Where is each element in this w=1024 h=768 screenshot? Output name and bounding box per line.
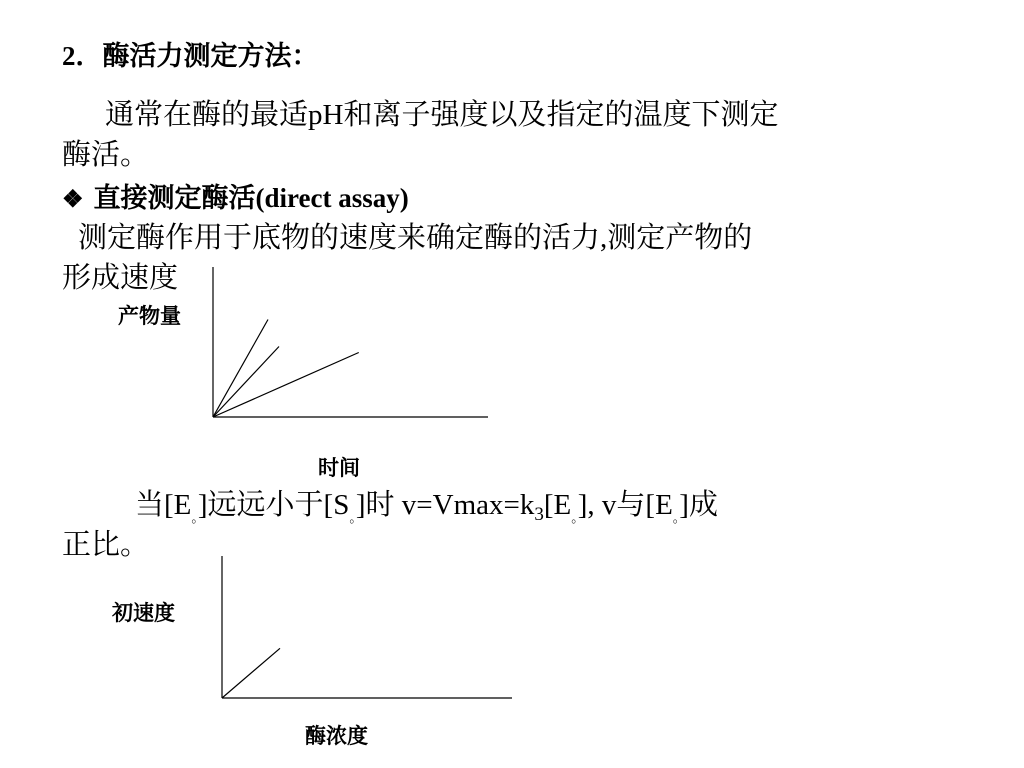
paragraph-3-line-2: 正比。 bbox=[62, 529, 150, 561]
chart1-series-line-2 bbox=[213, 347, 279, 418]
chart1-series-line-1 bbox=[213, 320, 268, 418]
chart1-series-line-3 bbox=[213, 353, 359, 418]
p3-seg5: ], v与[E bbox=[577, 489, 673, 521]
chart2-x-axis-label: 酶浓度 bbox=[305, 724, 368, 748]
paragraph-2-line-1: 测定酶作用于底物的速度来确定酶的活力,测定产物的 bbox=[78, 222, 753, 254]
p3-seg4: [E bbox=[543, 489, 572, 521]
chart1-x-axis-label: 时间 bbox=[318, 456, 360, 480]
paragraph-2-line-2: 形成速度 bbox=[62, 262, 179, 294]
p3-seg3: ]时 v=Vmax=k bbox=[355, 489, 535, 521]
p3-seg2: ]远远小于[S bbox=[197, 489, 350, 521]
p3-zero-mark-1: 。 bbox=[191, 510, 198, 525]
diamond-bullet-icon: ❖ bbox=[62, 187, 84, 213]
paragraph-1-line-1: 通常在酶的最适pH和离子强度以及指定的温度下测定 bbox=[105, 99, 779, 131]
p3-seg6: ]成 bbox=[679, 489, 718, 521]
chart1-y-axis-label: 产物量 bbox=[118, 304, 181, 328]
bullet-text: 直接测定酶活(direct assay) bbox=[93, 183, 409, 213]
paragraph-1-line-2: 酶活。 bbox=[62, 139, 150, 171]
p3-k-subscript: 3 bbox=[534, 504, 544, 525]
chart2-series-line-1 bbox=[222, 648, 280, 698]
p3-zero-mark-3: 。 bbox=[571, 510, 578, 525]
chart-velocity-vs-enzyme bbox=[222, 556, 512, 698]
chart2-y-axis-label: 初速度 bbox=[112, 601, 175, 625]
section-heading: 2．酶活力测定方法： bbox=[62, 41, 319, 71]
p3-zero-mark-2: 。 bbox=[349, 510, 356, 525]
p3-zero-mark-4: 。 bbox=[672, 510, 680, 525]
p3-seg1: 当[E bbox=[135, 489, 192, 521]
chart-product-vs-time bbox=[213, 267, 488, 417]
